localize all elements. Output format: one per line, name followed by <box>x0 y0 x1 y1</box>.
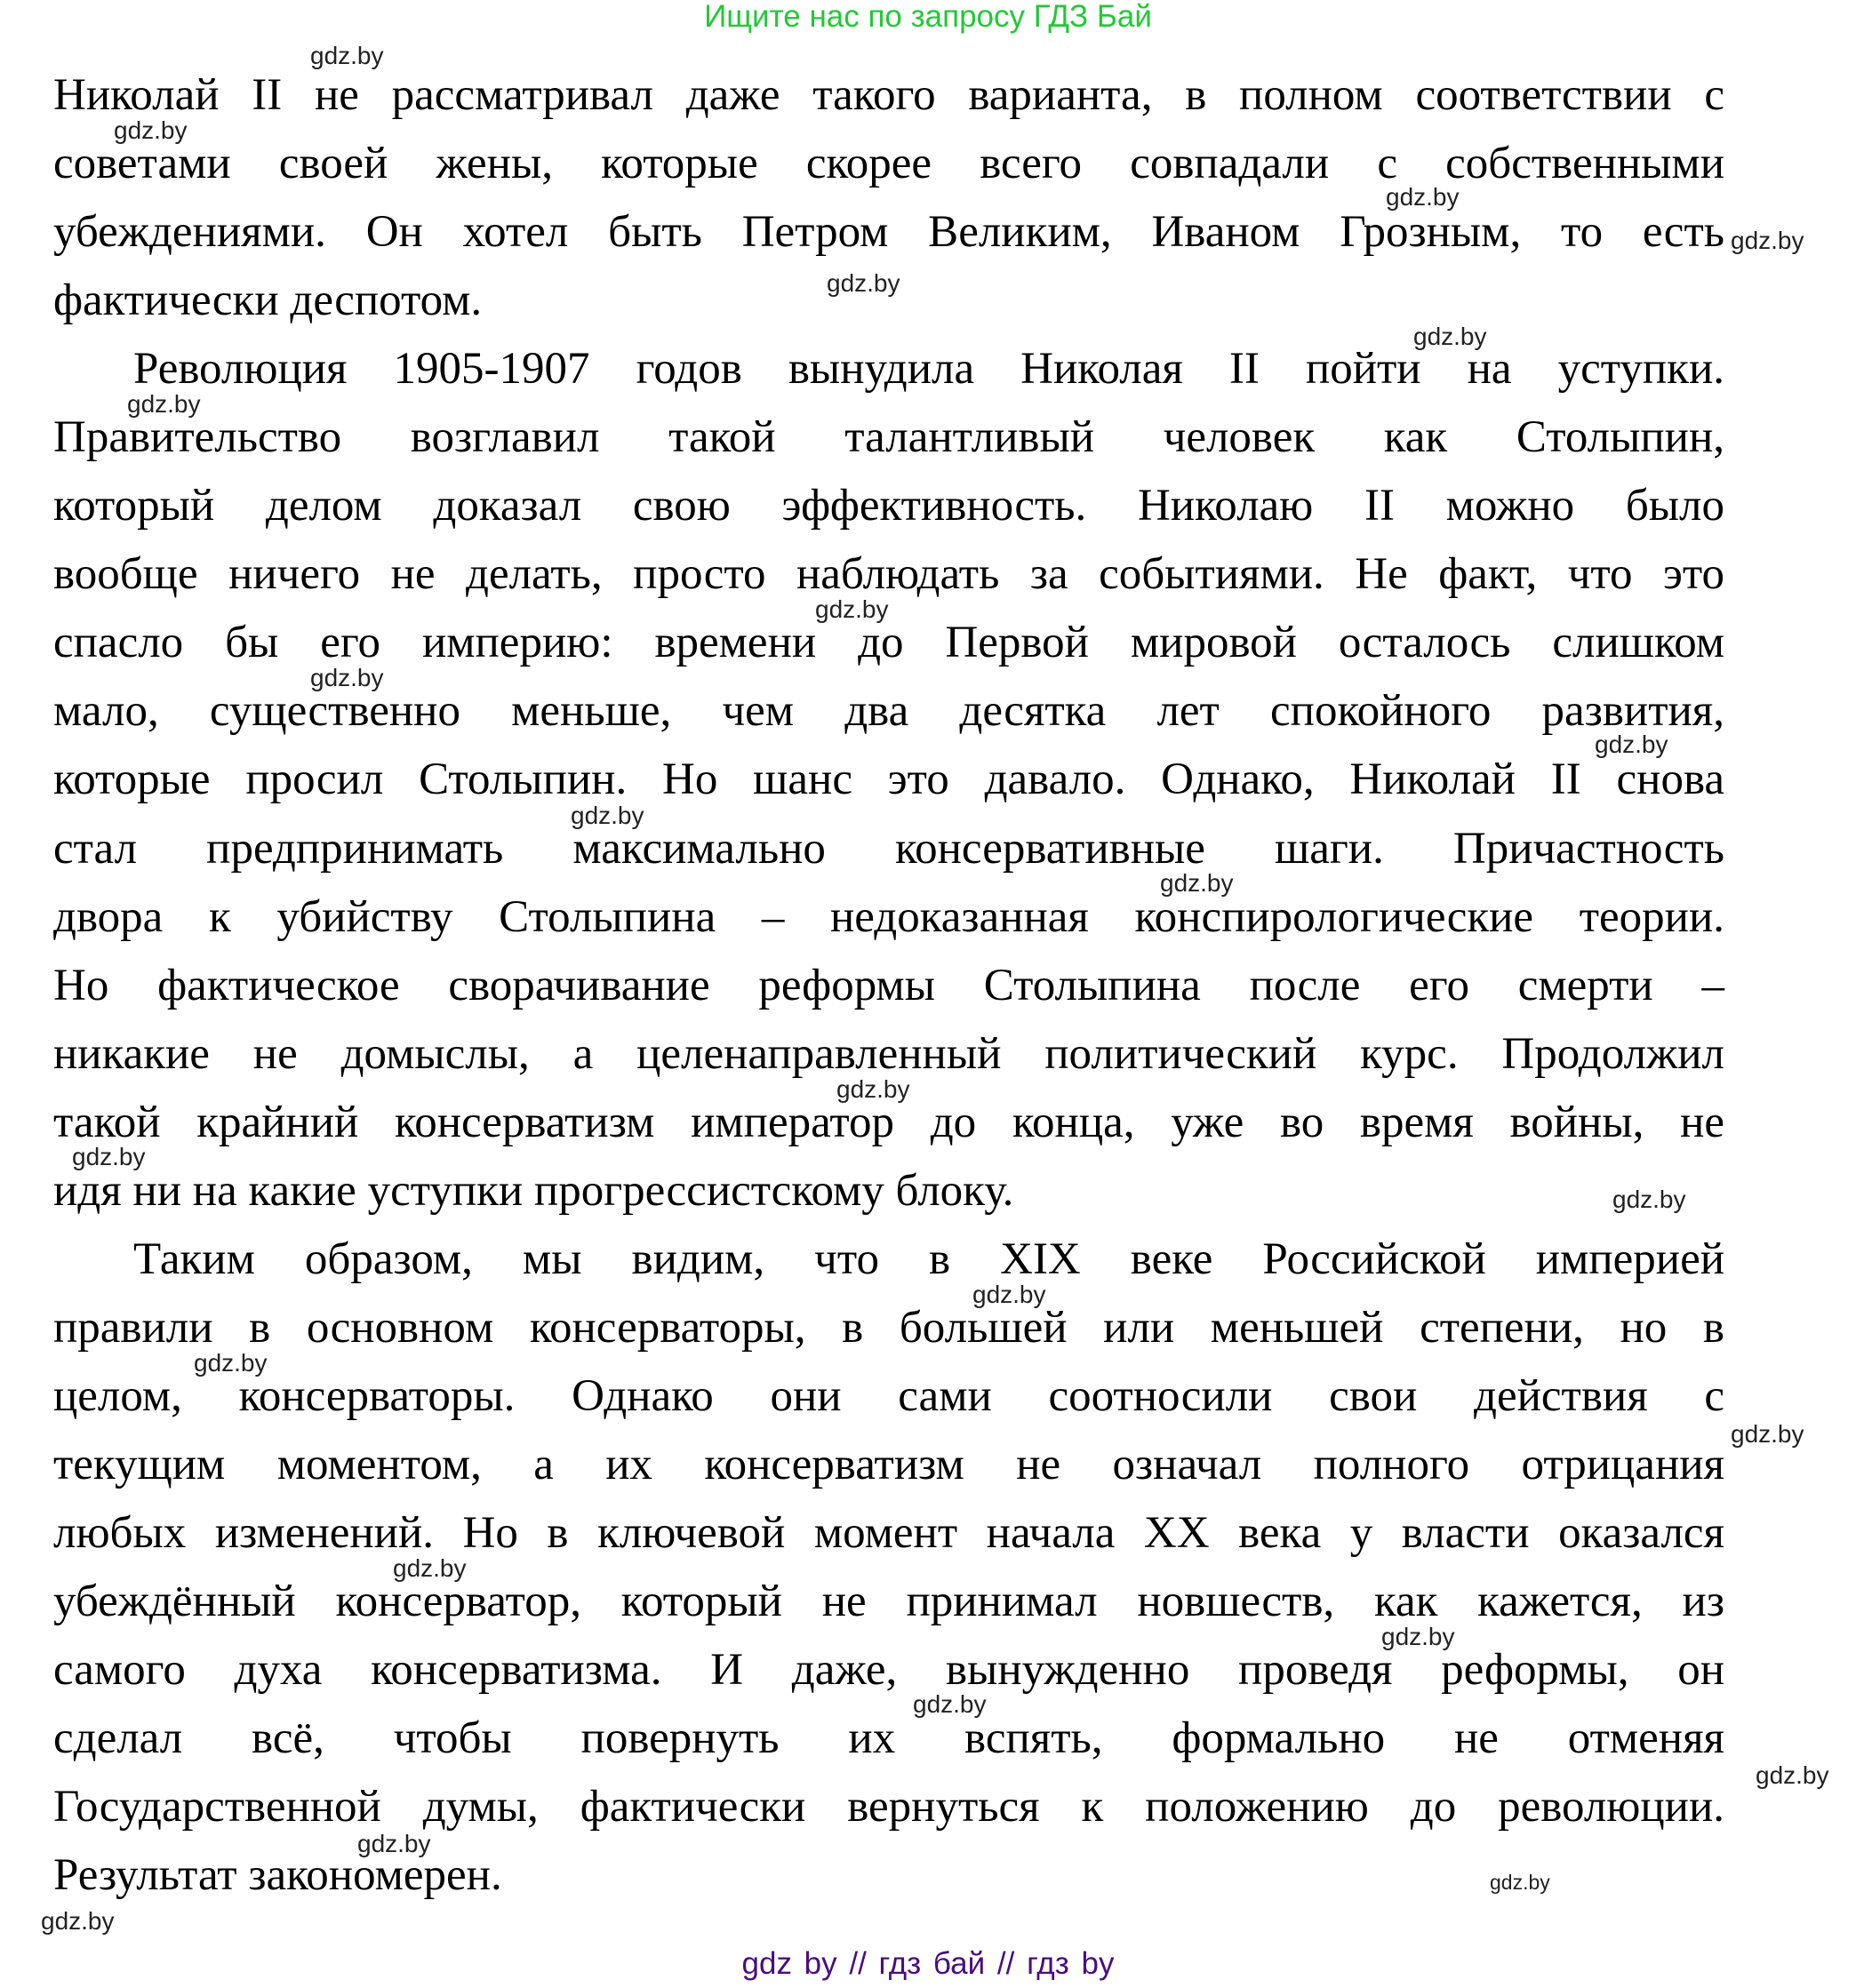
paragraph-3-line: Таким образом, мы видим, что в XIX веке Российской империей <box>133 1234 1724 1284</box>
paragraph-2-line: такой крайний консерватизм император до конца, уже во время войны, не <box>53 1097 1724 1147</box>
watermark-text: gdz.by <box>827 269 900 297</box>
watermark-text: gdz.by <box>836 1075 910 1103</box>
footer-links[interactable]: gdz by // гдз бай // гдз by <box>741 1946 1115 1981</box>
watermark-text: gdz.by <box>1756 1761 1829 1789</box>
paragraph-1-line: фактически деспотом. <box>53 275 483 326</box>
paragraph-3-line: правили в основном консерваторы, в большей или меньшей степени, но в <box>53 1302 1724 1353</box>
watermark-text: gdz.by <box>114 116 188 144</box>
paragraph-2-line: спасло бы его империю: времени до Первой мировой осталось слишком <box>53 618 1724 668</box>
paragraph-3-line: Результат закономерен. <box>53 1850 502 1901</box>
watermark-text: gdz.by <box>1731 1420 1804 1448</box>
watermark-text: gdz.by <box>1386 183 1460 211</box>
watermark-text: gdz.by <box>1595 731 1668 758</box>
paragraph-2-line: двора к убийству Столыпина – недоказанная конспирологические теории. <box>53 891 1724 942</box>
paragraph-2-line: идя ни на какие уступки прогрессистскому блоку. <box>53 1165 1014 1216</box>
paragraph-2-line: никакие не домыслы, а целенаправленный политический курс. Продолжил <box>53 1028 1724 1079</box>
paragraph-2-line: Правительство возглавил такой талантливый человек как Столыпин, <box>53 412 1724 463</box>
watermark-text: gdz.by <box>1612 1186 1686 1213</box>
paragraph-2-line: который делом доказал свою эффективность. Николаю II можно было <box>53 481 1724 531</box>
watermark-text: gdz.by <box>310 664 384 691</box>
watermark-text: gdz.by <box>393 1554 467 1582</box>
paragraph-1-line: Николай II не рассматривал даже такого варианта, в полном соответствии с <box>53 70 1724 120</box>
paragraph-3-line: любых изменений. Но в ключевой момент начала XX века у власти оказался <box>53 1507 1724 1558</box>
paragraph-1-line: убеждениями. Он хотел быть Петром Великим, Иваном Грозным, то есть <box>53 207 1724 258</box>
paragraph-2-line: Революция 1905-1907 годов вынудила Николая II пойти на уступки. <box>133 344 1724 395</box>
watermark-text: gdz.by <box>1731 227 1804 254</box>
watermark-text: gdz.by <box>571 802 644 829</box>
search-hint-banner: Ищите нас по запросу ГДЗ Бай <box>704 0 1152 34</box>
paragraph-2-line: стал предпринимать максимально консервативные шаги. Причастность <box>53 823 1724 874</box>
paragraph-3-line: сделал всё, чтобы повернуть их вспять, формально не отменяя <box>53 1713 1724 1764</box>
paragraph-1-line: советами своей жены, которые скорее всего совпадали с собственными <box>53 139 1724 189</box>
paragraph-3-line: текущим моментом, а их консерватизм не означал полного отрицания <box>53 1439 1724 1489</box>
watermark-text: gdz.by <box>194 1349 268 1377</box>
paragraph-3-line: убеждённый консерватор, который не принимал новшеств, как кажется, из <box>53 1577 1724 1627</box>
paragraph-2-line: Но фактическое сворачивание реформы Столыпина после его смерти – <box>53 960 1724 1010</box>
watermark-text: gdz.by <box>815 595 889 623</box>
paragraph-3-line: самого духа консерватизма. И даже, вынужденно проведя реформы, он <box>53 1645 1724 1696</box>
paragraph-3-line: Государственной думы, фактически вернуться к положению до революции. <box>53 1782 1724 1832</box>
watermark-text: gdz.by <box>72 1143 146 1170</box>
watermark-text: gdz.by <box>1160 869 1234 897</box>
paragraph-3-line: целом, консерваторы. Однако они сами соотносили свои действия с <box>53 1370 1724 1421</box>
watermark-text: gdz.by <box>357 1830 431 1857</box>
watermark-text: gdz.by <box>972 1281 1046 1308</box>
watermark-text: gdz.by <box>1413 323 1487 350</box>
watermark-text: gdz.by <box>310 42 384 69</box>
watermark-text: gdz.by <box>1490 1871 1550 1894</box>
paragraph-2-line: мало, существенно меньше, чем два десятка лет спокойного развития, <box>53 686 1724 737</box>
watermark-text: gdz.by <box>913 1690 987 1718</box>
paragraph-2-line: которые просил Столыпин. Но шанс это давало. Однако, Николай II снова <box>53 754 1724 805</box>
watermark-text: gdz.by <box>127 390 201 418</box>
watermark-text: gdz.by <box>1381 1623 1455 1650</box>
watermark-text: gdz.by <box>41 1907 115 1935</box>
paragraph-2-line: вообще ничего не делать, просто наблюдать за событиями. Не факт, что это <box>53 549 1724 600</box>
